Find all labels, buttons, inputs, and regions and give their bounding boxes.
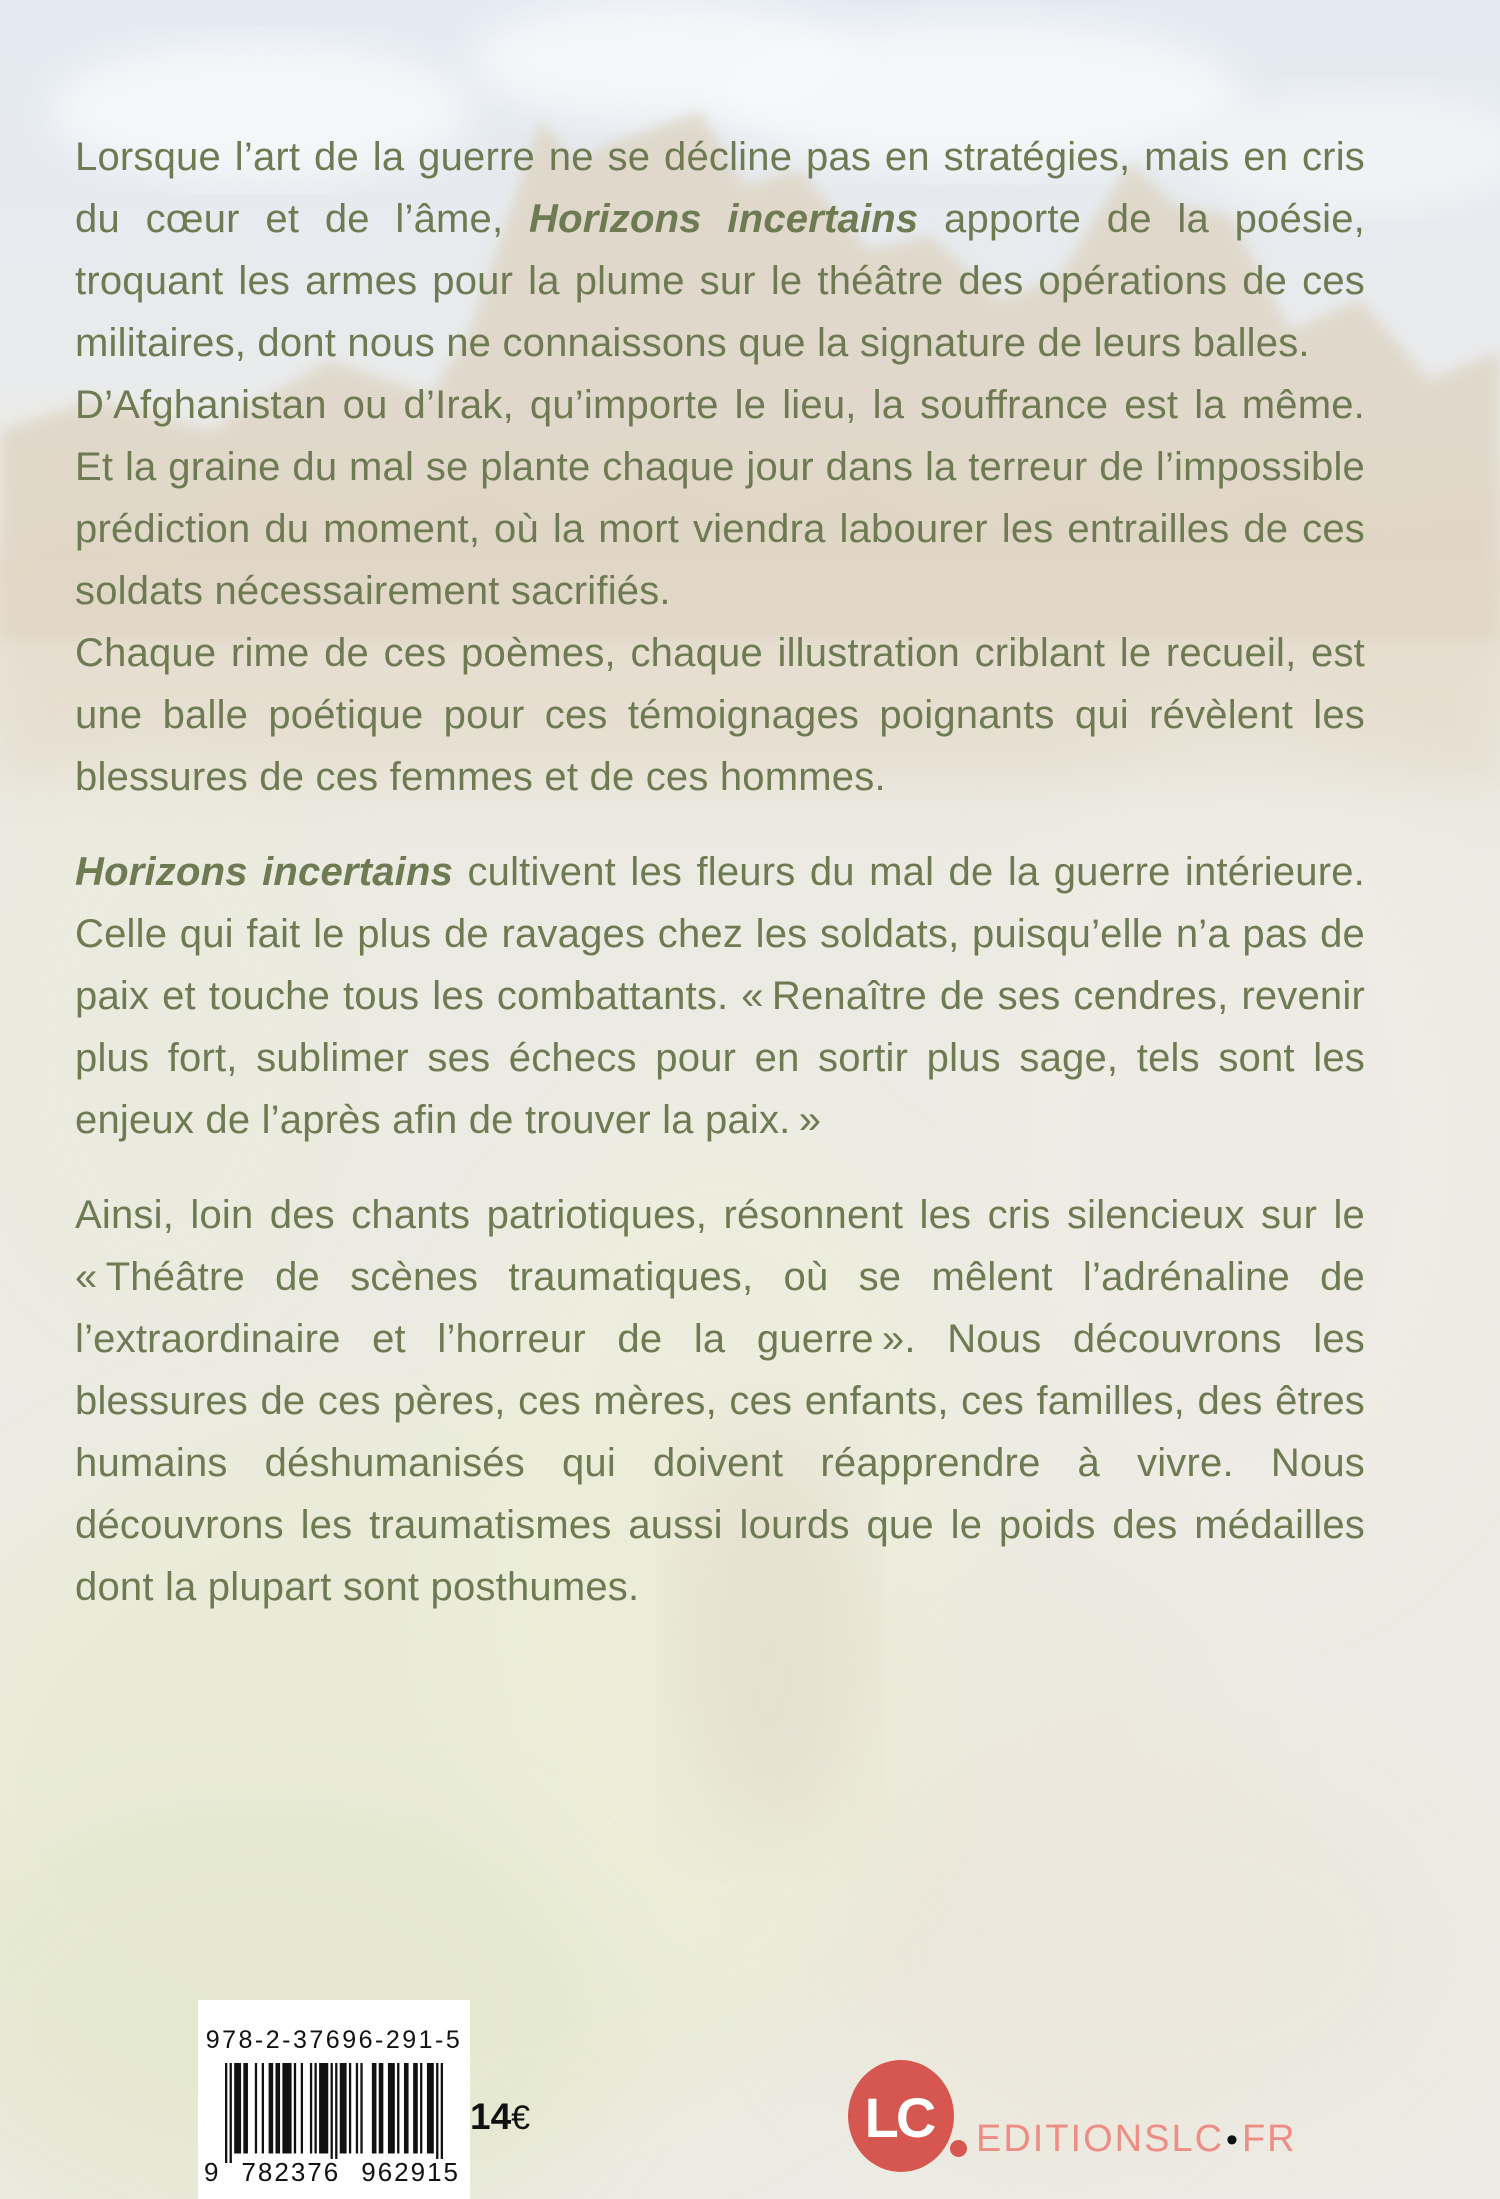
website-name: EDITIONSLC	[976, 2118, 1225, 2160]
publisher-website	[976, 2118, 1297, 2161]
paragraph-1-text: Lorsque l’art de la guerre ne se décline pas en stratégies, mais en cris du cœur et de l’âme,	[75, 135, 1365, 241]
paragraph-4	[75, 841, 1365, 1151]
euro-sign: €	[511, 2099, 531, 2137]
isbn-number: 978-2-37696-291-5	[205, 2026, 463, 2054]
website-separator-dot: •	[1226, 2121, 1240, 2159]
ean-digit-group: 9	[204, 2157, 221, 2187]
logo-monogram: LC	[864, 2085, 934, 2149]
logo-dot	[950, 2140, 967, 2157]
paragraph-4-text: cultivent les fleurs du mal de la guerre intérieure. Celle qui fait le plus de ravages chez les soldats, puisqu’elle n’a pas de paix et touche tous les combattants. « Renaître de ses cendres, revenir plus fort, sublimer ses échecs pour en sortir plus sage, tels sont les enjeux de l’après afin de trouver la paix. »	[75, 850, 1365, 1142]
ean-digits	[204, 2159, 460, 2185]
paragraph-3: Chaque rime de ces poèmes, chaque illustration criblant le recueil, est une balle poétique pour ces témoignages poignants qui révèlent les blessures de ces femmes et de ces hommes.	[75, 631, 1365, 799]
barcode-panel	[198, 2000, 470, 2199]
logo-circle	[848, 2060, 954, 2172]
price-amount: 14	[470, 2096, 512, 2137]
website-tld: FR	[1241, 2118, 1297, 2160]
paragraph-1	[75, 126, 1365, 374]
book-title-italic: Horizons incertains	[529, 197, 919, 241]
price	[470, 2096, 530, 2138]
book-title-italic: Horizons incertains	[75, 850, 454, 894]
ean-digit-group: 782376	[241, 2157, 341, 2187]
paragraph-2: D’Afghanistan ou d’Irak, qu’importe le lieu, la souffrance est la même. Et la graine du mal se plante chaque jour dans la terreur de l’impossible prédiction du moment, où la mort viendra labourer les entrailles de ces soldats nécessairement sacrifiés.	[75, 383, 1365, 613]
paragraph-5: Ainsi, loin des chants patriotiques, résonnent les cris silencieux sur le « Théâtre de scènes traumatiques, où se mêlent l’adrénaline de l’extraordinaire et l’horreur de la guerre ». Nous découvrons les blessures de ces pères, ces mères, ces enfants, ces familles, des êtres humains déshumanisés qui doivent réapprendre à vivre. Nous découvrons les traumatismes aussi lourds que le poids des médailles dont la plupart sont posthumes.	[75, 1193, 1365, 1609]
back-cover-text	[75, 126, 1365, 1618]
paragraph-1-text: apporte de la poésie, troquant les armes pour la plume sur le théâtre des opérations de ces militaires, dont nous ne connaissons que la signature de leurs balles.	[75, 197, 1365, 365]
barcode	[225, 2063, 443, 2163]
ean-digit-group: 962915	[361, 2157, 460, 2187]
